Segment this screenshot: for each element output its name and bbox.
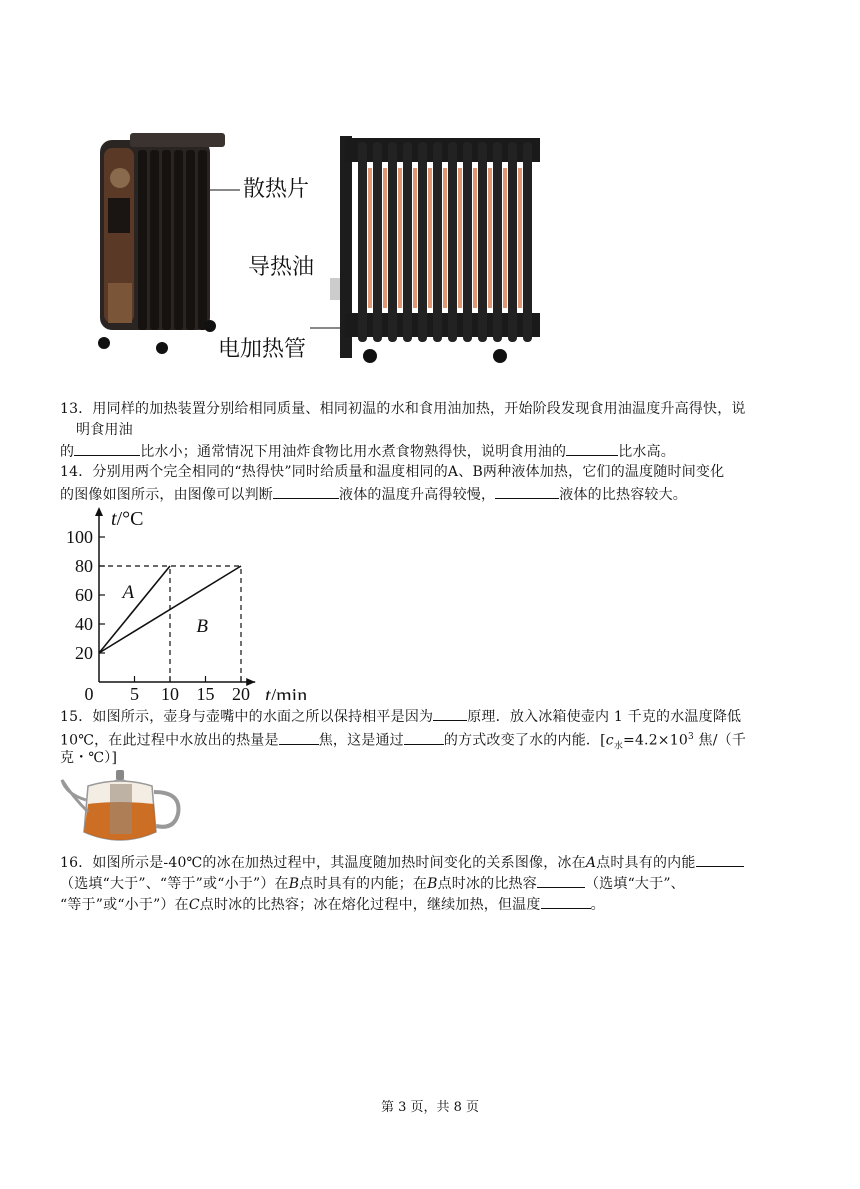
x-tick-label: 10 [161,684,179,700]
specific-heat-subscript: 水 [613,741,624,752]
q14-line2 [60,484,687,506]
q13-line3 [60,441,675,463]
q16-text-i: 。 [590,897,605,913]
q13-blank-1[interactable] [74,441,140,456]
point-b-label: B [288,876,300,892]
q15-text-g: 焦/（千 [693,732,747,749]
q16-text-b: 点时具有的内能 [596,855,696,871]
teapot-icon [58,766,186,850]
q14-blank-2[interactable] [495,484,559,499]
q14-text-c: 液体的比热容较大。 [559,487,688,503]
q16-text-h: 点时冰的比热容；冰在熔化过程中，继续加热，但温度 [199,897,541,913]
y-axis-arrow [95,507,103,516]
page-footer: 第 3 页，共 8 页 [380,1100,480,1115]
q13-line1: 13．用同样的加热装置分别给相同质量、相同初温的水和食用油加热，开始阶段发现食用油温度升高得快，说 [60,401,746,417]
q16-line1 [60,852,744,874]
point-b-label-2: B [427,876,438,892]
q15-text-c: 10℃，在此过程中水放出的热量是 [60,732,279,749]
label-fins: 散热片 [243,177,310,202]
point-a-label: A [585,855,597,871]
q16-text-f: （选填“大于”、 [584,876,685,892]
x-axis-label [265,685,307,700]
heater-figure [90,128,550,378]
y-tick-label: 100 [66,527,93,547]
q15-line1 [60,706,741,728]
q16-text-e: 点时冰的比热容 [437,876,537,892]
temperature-chart-svg [55,505,325,700]
series-label-a: A [122,582,135,604]
y-tick-label: 80 [75,556,93,576]
q13-text-a: 的 [60,444,75,460]
y-tick-label: 20 [75,643,93,663]
q16-blank-3[interactable] [541,894,591,909]
temperature-chart [55,505,325,700]
q13-line2: 明食用油 [76,422,133,438]
x-tick-label: 0 [84,684,94,700]
x-tick-label: 20 [232,684,250,700]
y-axis-var: t [111,508,117,530]
q15-text-d: 焦，这是通过 [318,732,404,749]
q13-text-b: 比水小；通常情况下用油炸食物比用水煮食物熟得快，说明食用油的 [140,444,567,460]
teapot-figure [58,766,186,850]
q14-blank-1[interactable] [273,484,339,499]
q15-text-f: =4.2×10 [623,732,688,749]
q15-blank-2[interactable] [279,730,319,745]
q15-exponent: 3 [687,732,694,742]
q14-text-b: 液体的温度升高得较慢， [339,487,496,503]
label-oil: 导热油 [248,255,315,280]
y-axis-label [111,508,143,530]
x-axis-var: t [265,685,271,700]
q13-blank-2[interactable] [566,441,618,456]
series-line-a [99,566,170,653]
q15-line2 [60,727,746,757]
y-axis-unit: /°C [116,508,144,530]
y-tick-label: 60 [75,585,93,605]
x-tick-label: 15 [196,684,215,700]
q15-text-a: 15．如图所示，壶身与壶嘴中的水面之所以保持相平是因为 [60,709,434,725]
q14-line1: 14．分别用两个完全相同的“热得快”同时给质量和温度相同的A、B两种液体加热，它们的温度随时间变化 [60,464,725,480]
q16-line3 [60,894,605,916]
label-heating-tube: 电加热管 [218,337,307,362]
q15-text-b: 原理．放入冰箱使壶内 1 千克的水温度降低 [467,709,742,725]
q15-blank-3[interactable] [404,730,444,745]
x-axis-unit: /min [270,685,308,700]
q16-text-g: “等于”或“小于”）在 [60,897,189,913]
point-c-label: C [188,897,200,913]
q14-text-a: 的图像如图所示，由图像可以判断 [60,487,273,503]
q16-line2 [60,873,685,895]
q13-text-c: 比水高。 [618,444,676,460]
q16-blank-1[interactable] [696,852,744,867]
specific-heat-symbol: c [605,732,614,749]
y-tick-label: 40 [75,614,93,634]
series-label-b: B [196,616,209,637]
q16-text-c: （选填“大于”、“等于”或“小于”）在 [60,876,289,892]
q15-blank-1[interactable] [433,706,467,721]
q15-line3: 克・℃）] [60,750,118,766]
q15-text-e: 的方式改变了水的内能．[ [443,732,606,749]
q16-text-d: 点时具有的内能；在 [299,876,428,892]
q16-blank-2[interactable] [537,873,585,888]
q16-text-a: 16．如图所示是-40℃的冰在加热过程中，其温度随加热时间变化的关系图像，冰在 [60,855,586,871]
heater-illustration [90,128,550,378]
x-tick-label: 5 [130,684,139,700]
